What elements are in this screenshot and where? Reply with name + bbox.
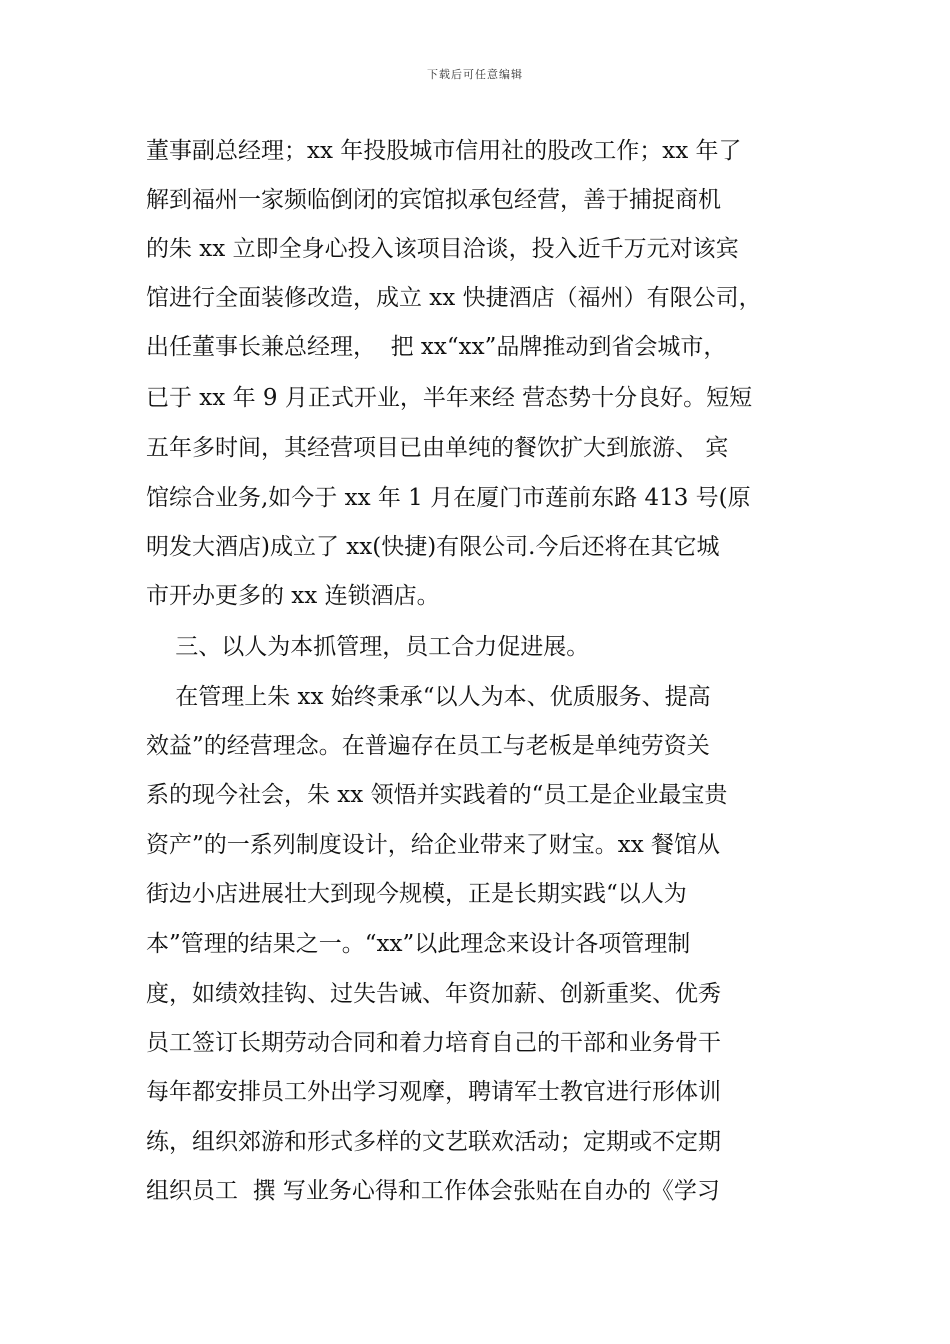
- body-line-9: 明发大酒店)成立了 xx(快捷)有限公司.今后还将在其它城: [146, 534, 720, 560]
- body-line-22: 组织员工 撰 写业务心得和工作体会张贴在自办的《学习: [146, 1178, 720, 1204]
- section-heading-3: 三、以人为本抓管理，员工合力促进展。: [146, 634, 590, 660]
- body-line-5: 出任董事长兼总经理， 把 xx“xx”品牌推动到省会城市，: [146, 334, 727, 360]
- body-line-4: 馆进行全面装修改造，成立 xx 快捷酒店（福州）有限公司，: [146, 285, 762, 311]
- body-line-2: 解到福州一家频临倒闭的宾馆拟承包经营，善于捕捉商机: [146, 187, 721, 213]
- body-line-18: 度，如绩效挂钩、过失告诫、年资加薪、创新重奖、优秀: [146, 981, 721, 1007]
- body-line-20: 每年都安排员工外出学习观摩，聘请军士教官进行形体训: [146, 1079, 721, 1105]
- body-line-21: 练，组织郊游和形式多样的文艺联欢活动；定期或不定期: [146, 1129, 721, 1155]
- body-line-3: 的朱 xx 立即全身心投入该项目洽谈，投入近千万元对该宾: [146, 236, 739, 262]
- body-line-1: 董事副总经理；xx 年投股城市信用社的股改工作；xx 年了: [146, 138, 742, 164]
- body-line-16: 街边小店进展壮大到现今规模，正是长期实践“以人为: [146, 881, 687, 907]
- body-line-10: 市开办更多的 xx 连锁酒店。: [146, 583, 440, 609]
- page-header: 下载后可任意编辑: [427, 68, 523, 81]
- body-line-7: 五年多时间，其经营项目已由单纯的餐饮扩大到旅游、 宾: [146, 435, 729, 461]
- body-line-6: 已于 xx 年 9 月正式开业，半年来经 营态势十分良好。短短: [146, 385, 753, 411]
- body-line-13: 效益”的经营理念。在普遍存在员工与老板是单纯劳资关: [146, 733, 710, 759]
- body-line-15: 资产”的一系列制度设计，给企业带来了财宝。xx 餐馆从: [146, 832, 721, 858]
- body-line-14: 系的现今社会，朱 xx 领悟并实践着的“员工是企业最宝贵: [146, 782, 728, 808]
- body-line-19: 员工签订长期劳动合同和着力培育自己的干部和业务骨干: [146, 1030, 721, 1056]
- body-line-12: 在管理上朱 xx 始终秉承“以人为本、优质服务、提高: [146, 684, 711, 710]
- body-line-8: 馆综合业务,如今于 xx 年 1 月在厦门市莲前东路 413 号(原: [146, 485, 751, 511]
- body-line-17: 本”管理的结果之一。“xx”以此理念来设计各项管理制: [146, 931, 691, 957]
